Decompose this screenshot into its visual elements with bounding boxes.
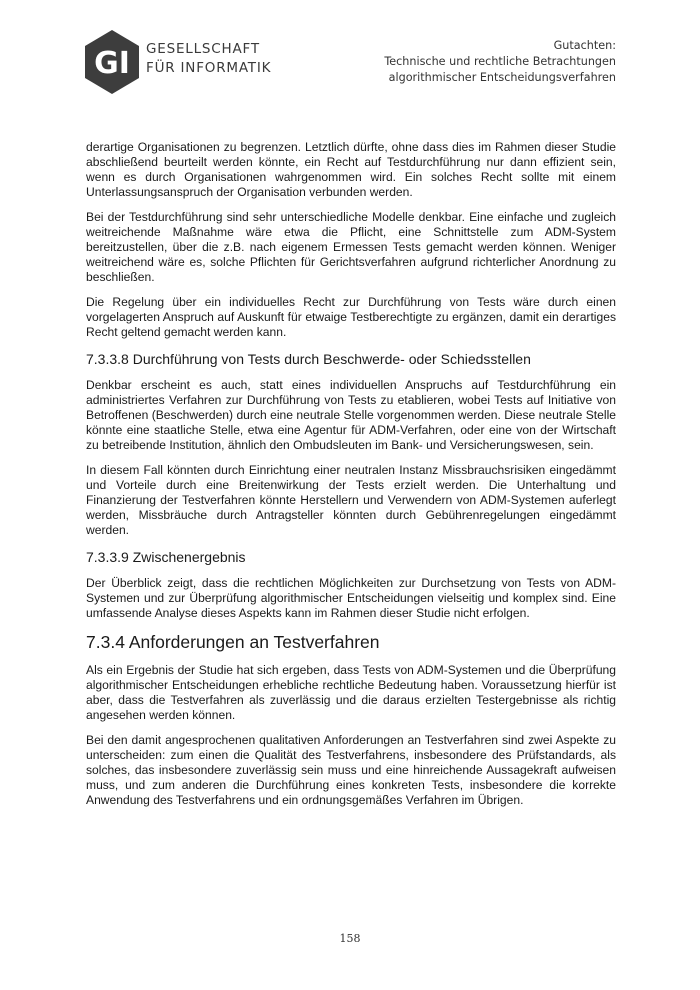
paragraph-7: Als ein Ergebnis der Studie hat sich ergeben, dass Tests von ADM-Systemen und die Überprüfung algorithmischer Entscheidungen erhebliche rechtliche Bedeutung haben. Voraussetzung hierfür ist aber, dass die Testverfahren als zuverlässig und die daraus erzielten Testergebnisse als richtig angesehen werden können. (86, 663, 616, 722)
document-title-line-1: Gutachten: (553, 39, 616, 52)
page-number: 158 (339, 932, 361, 945)
logo-wordmark (146, 40, 271, 78)
paragraph-5: In diesem Fall könnten durch Einrichtung einer neutralen Instanz Missbrauchsrisiken eingedämmt und Vorteile durch eine Breitenwirkung der Tests erzielt werden. Die Unterhaltung und Finanzierung der Testverfahren könnte Herstellern und Verwendern von ADM-Systemen auferlegt werden, Missbräuche durch Antragsteller könnten durch Gebührenregelungen eingedämmt werden. (86, 463, 616, 537)
heading-7-3-4: 7.3.4 Anforderungen an Testverfahren (86, 632, 380, 652)
gi-logo-letters: GI (94, 46, 130, 81)
heading-7-3-3-8: 7.3.3.8 Durchführung von Tests durch Beschwerde- oder Schiedsstellen (86, 351, 531, 367)
paragraph-6: Der Überblick zeigt, dass die rechtlichen Möglichkeiten zur Durchsetzung von Tests von ADM-Systemen und zur Überprüfung algorithmischer Entscheidungen vielseitig und komplex sind. Eine umfassende Analyse dieses Aspekts kann im Rahmen dieser Studie nicht erfolgen. (86, 576, 616, 620)
page-header (0, 0, 700, 120)
document-title-line-2: Technische und rechtliche Betrachtungen (384, 55, 616, 68)
heading-7-3-3-9: 7.3.3.9 Zwischenergebnis (86, 549, 246, 565)
paragraph-4: Denkbar erscheint es auch, statt eines individuellen Anspruchs auf Testdurchführung ein administriertes Verfahren zur Durchführung von Tests zu etablieren, wobei Tests auf Initiative von Betroffenen (Beschwerden) durch eine neutrale Stelle vorgenommen werden. Diese neutrale Stelle könnte eine staatliche Stelle, etwa eine Agentur für ADM-Verfahren, oder eine von der Wirtschaft zu betreibende Institution, ähnlich den Ombudsleuten im Bank- und Versicherungswesen, sein. (86, 378, 616, 452)
logo-line-1: GESELLSCHAFT (146, 41, 260, 57)
paragraph-3: Die Regelung über ein individuelles Recht zur Durchführung von Tests wäre durch einen vorgelagerten Anspruch auf Auskunft für etwaige Testberechtigte zu ergänzen, damit ein derartiges Recht geltend gemacht werden kann. (86, 295, 616, 339)
paragraph-1: derartige Organisationen zu begrenzen. Letztlich dürfte, ohne dass dies im Rahmen dieser Studie abschließend beurteilt werden könnte, ein Recht auf Testdurchführung nur dann effizient sein, wenn es durch Organisationen wahrgenommen wird. Ein solches Recht sollte mit einem Unterlassungsanspruch der Organisation verbunden werden. (86, 140, 616, 199)
gi-logo-mark-icon (82, 30, 142, 94)
logo-line-2: FÜR INFORMATIK (146, 60, 272, 76)
page-body (86, 140, 616, 818)
paragraph-2: Bei der Testdurchführung sind sehr unterschiedliche Modelle denkbar. Eine einfache und zugleich weitreichende Maßnahme wäre etwa die Pflicht, eine Schnittstelle zum ADM-System bereitzustellen, über die z.B. nach eigenem Ermessen Tests gemacht werden können. Weniger weitreichend wäre es, solche Pflichten für Gerichtsverfahren aufgrund richterlicher Anordnung zu beschließen. (86, 210, 616, 284)
document-title-block (384, 38, 616, 86)
paragraph-8: Bei den damit angesprochenen qualitativen Anforderungen an Testverfahren sind zwei Aspekte zu unterscheiden: zum einen die Qualität des Testverfahrens, insbesondere des Prüfstandards, als solches, das insbesondere zuverlässig sein muss und eine hinreichende Aussagekraft aufweisen muss, und zum anderen die Durchführung eines konkreten Tests, insbesondere die korrekte Anwendung des Testverfahrens und ein ordnungsgemäßes Verfahren im Übrigen. (86, 733, 616, 807)
gi-logo (82, 30, 272, 94)
document-title-line-3: algorithmischer Entscheidungsverfahren (388, 71, 616, 84)
